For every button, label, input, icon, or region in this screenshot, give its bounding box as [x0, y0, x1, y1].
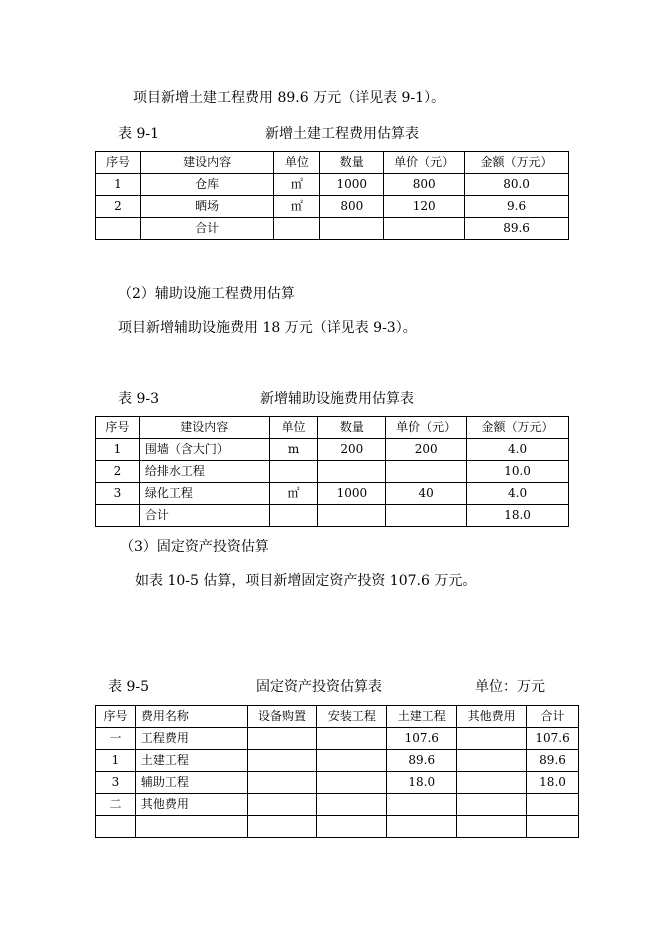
header-cell: 建设内容	[139, 417, 269, 439]
header-cell: 安装工程	[317, 706, 387, 728]
table-cell: 合计	[140, 218, 274, 240]
table-cell: 89.6	[527, 750, 579, 772]
table-cell	[318, 505, 386, 527]
table-cell	[135, 816, 247, 838]
intro-text-2: 项目新增辅助设施费用 18 万元（详见表 9-3）。	[118, 320, 417, 336]
table-header-row	[96, 417, 569, 439]
table-cell	[247, 794, 317, 816]
table-cell	[317, 750, 387, 772]
header-cell: 序号	[96, 417, 140, 439]
table-cell: 2	[96, 196, 141, 218]
header-cell: 序号	[96, 706, 136, 728]
table-cell: 107.6	[387, 728, 457, 750]
table-row	[96, 816, 579, 838]
table-cell: 89.6	[465, 218, 569, 240]
table-cell: 仓库	[140, 174, 274, 196]
table-cell	[247, 750, 317, 772]
header-cell: 单价（元）	[384, 152, 465, 174]
table-cell: 3	[96, 483, 140, 505]
table-cell: 89.6	[387, 750, 457, 772]
table-number-9-1: 表 9-1	[118, 126, 159, 142]
header-cell: 土建工程	[387, 706, 457, 728]
table-cell	[317, 772, 387, 794]
table-cell: ㎡	[274, 174, 320, 196]
table-cell: 围墙（含大门）	[139, 439, 269, 461]
table-cell	[527, 816, 579, 838]
table-cell: 200	[318, 439, 386, 461]
table-cell: 800	[320, 196, 384, 218]
header-cell: 数量	[318, 417, 386, 439]
table-cell	[269, 505, 318, 527]
table-cell	[317, 794, 387, 816]
table-cell	[457, 816, 527, 838]
table-row	[96, 483, 569, 505]
table-9-1	[95, 151, 569, 240]
table-cell	[457, 750, 527, 772]
table-row	[96, 461, 569, 483]
table-cell: 40	[386, 483, 467, 505]
header-cell: 金额（万元）	[465, 152, 569, 174]
table-cell: 200	[386, 439, 467, 461]
header-cell: 单价（元）	[386, 417, 467, 439]
table-cell: 1000	[318, 483, 386, 505]
table-cell	[318, 461, 386, 483]
table-row	[96, 728, 579, 750]
table-cell	[387, 794, 457, 816]
table-title-9-3: 新增辅助设施费用估算表	[260, 391, 414, 407]
table-cell: m	[269, 439, 318, 461]
table-header-row	[96, 706, 579, 728]
table-cell: 辅助工程	[135, 772, 247, 794]
table-cell: 120	[384, 196, 465, 218]
table-cell	[457, 772, 527, 794]
table-cell: 10.0	[467, 461, 569, 483]
table-cell: 4.0	[467, 439, 569, 461]
table-cell	[247, 772, 317, 794]
table-cell: ㎡	[274, 196, 320, 218]
table-cell: 800	[384, 174, 465, 196]
table-row	[96, 439, 569, 461]
table-cell	[274, 218, 320, 240]
table-cell: 其他费用	[135, 794, 247, 816]
header-cell: 序号	[96, 152, 141, 174]
table-row	[96, 174, 569, 196]
table-row	[96, 750, 579, 772]
table-cell	[527, 794, 579, 816]
table-cell: 一	[96, 728, 136, 750]
table-cell	[96, 816, 136, 838]
table-cell	[317, 816, 387, 838]
table-cell: 合计	[139, 505, 269, 527]
table-cell: ㎡	[269, 483, 318, 505]
header-cell: 数量	[320, 152, 384, 174]
table-number-9-3: 表 9-3	[118, 391, 159, 407]
header-cell: 金额（万元）	[467, 417, 569, 439]
header-cell: 单位	[274, 152, 320, 174]
table-cell	[386, 461, 467, 483]
header-cell: 合计	[527, 706, 579, 728]
table-cell: 3	[96, 772, 136, 794]
header-cell: 建设内容	[140, 152, 274, 174]
section-heading-3: （3）固定资产投资估算	[120, 539, 269, 555]
table-cell: 18.0	[387, 772, 457, 794]
table-cell: 80.0	[465, 174, 569, 196]
section-heading-2: （2）辅助设施工程费用估算	[118, 286, 295, 302]
header-cell: 单位	[269, 417, 318, 439]
table-row	[96, 772, 579, 794]
table-cell	[320, 218, 384, 240]
table-cell: 2	[96, 461, 140, 483]
table-cell	[387, 816, 457, 838]
table-cell: 1	[96, 439, 140, 461]
table-cell	[247, 816, 317, 838]
table-cell: 9.6	[465, 196, 569, 218]
intro-text-1: 项目新增土建工程费用 89.6 万元（详见表 9-1）。	[133, 90, 446, 106]
table-cell	[317, 728, 387, 750]
header-cell: 费用名称	[135, 706, 247, 728]
table-cell	[96, 505, 140, 527]
table-row	[96, 794, 579, 816]
header-cell: 设备购置	[247, 706, 317, 728]
table-cell: 107.6	[527, 728, 579, 750]
table-title-9-5: 固定资产投资估算表	[256, 679, 382, 695]
table-cell: 二	[96, 794, 136, 816]
table-cell: 1	[96, 750, 136, 772]
table-number-9-5: 表 9-5	[108, 679, 149, 695]
table-cell: 土建工程	[135, 750, 247, 772]
table-cell: 1000	[320, 174, 384, 196]
table-header-row	[96, 152, 569, 174]
table-cell: 18.0	[527, 772, 579, 794]
table-cell	[247, 728, 317, 750]
table-cell: 1	[96, 174, 141, 196]
table-cell: 晒场	[140, 196, 274, 218]
table-cell	[457, 794, 527, 816]
header-cell: 其他费用	[457, 706, 527, 728]
table-9-5	[95, 705, 579, 838]
table-row	[96, 196, 569, 218]
table-cell: 工程费用	[135, 728, 247, 750]
table-cell	[384, 218, 465, 240]
table-total-row	[96, 505, 569, 527]
table-total-row	[96, 218, 569, 240]
table-9-3	[95, 416, 569, 527]
table-cell	[96, 218, 141, 240]
table-cell: 18.0	[467, 505, 569, 527]
unit-label: 单位：万元	[475, 679, 545, 695]
table-cell: 4.0	[467, 483, 569, 505]
table-cell: 绿化工程	[139, 483, 269, 505]
table-cell	[457, 728, 527, 750]
table-title-9-1: 新增土建工程费用估算表	[265, 126, 419, 142]
table-cell: 给排水工程	[139, 461, 269, 483]
table-cell	[386, 505, 467, 527]
intro-text-3: 如表 10-5 估算，项目新增固定资产投资 107.6 万元。	[135, 573, 477, 589]
table-cell	[269, 461, 318, 483]
